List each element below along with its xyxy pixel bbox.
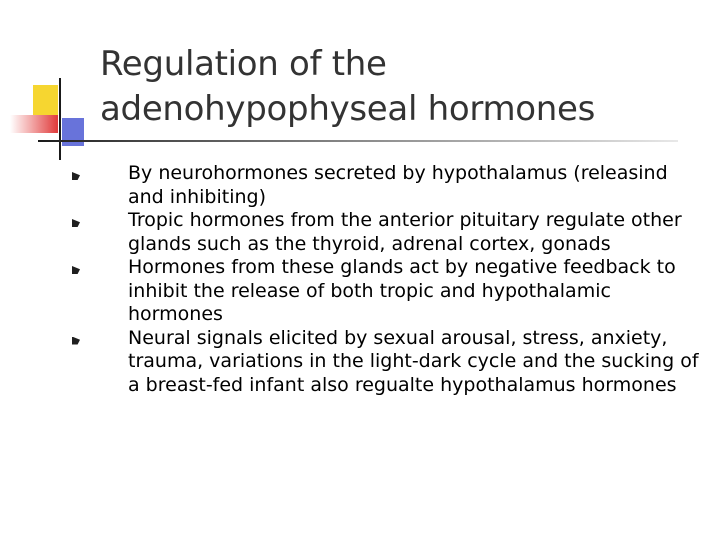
- bullet-text: Hormones from these glands act by negative feedback to inhibit the release of both tropic and hypothalamic hormones: [128, 256, 676, 325]
- square-bullet-icon: [72, 337, 80, 345]
- slide-title-line-1: Regulation of the: [100, 44, 387, 84]
- bullet-text: By neurohormones secreted by hypothalamus (releasind and inhibiting): [128, 162, 668, 208]
- square-bullet-icon: [72, 219, 80, 227]
- bullet-list: [72, 162, 702, 397]
- square-bullet-icon: [72, 266, 80, 274]
- slide-title-line-2: adenohypophyseal hormones: [100, 89, 596, 129]
- decorative-red-bar: [10, 115, 58, 133]
- bullet-item: [72, 209, 702, 256]
- bullet-text: Neural signals elicited by sexual arousal, stress, anxiety, trauma, variations in the light-dark cycle and the sucking of a breast-fed infant also regualte hypothalamus hormones: [128, 326, 699, 396]
- slide-title: [100, 42, 700, 132]
- bullet-text: Tropic hormones from the anterior pituitary regulate other glands such as the thyroid, adrenal cortex, gonads: [128, 209, 682, 255]
- bullet-item: [72, 162, 702, 209]
- bullet-item: [72, 256, 702, 327]
- square-bullet-icon: [72, 172, 80, 180]
- title-divider-line: [38, 140, 678, 142]
- bullet-item: [72, 327, 702, 398]
- decorative-yellow-square: [33, 85, 58, 115]
- decorative-vertical-line: [59, 78, 61, 160]
